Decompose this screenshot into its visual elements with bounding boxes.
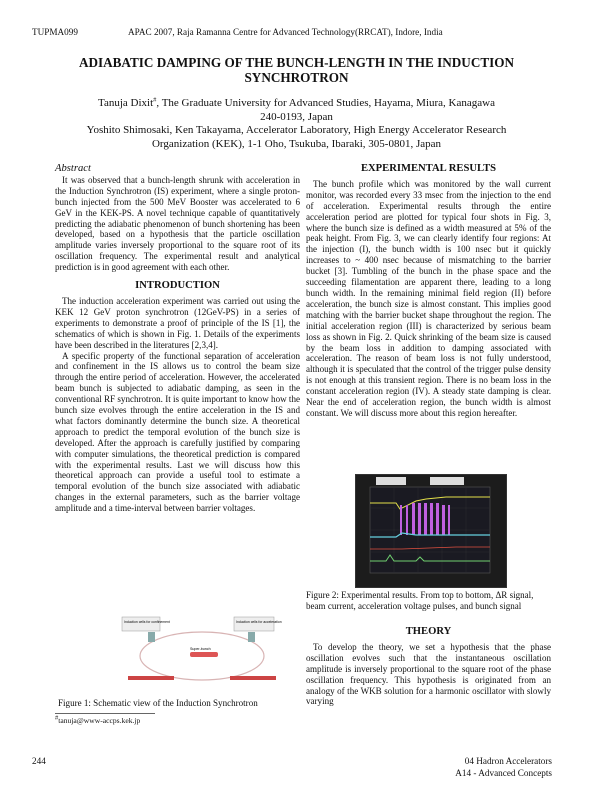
theory-heading: THEORY [405,626,452,637]
figure-2-oscilloscope [355,474,507,588]
intro-paragraph-1: The induction acceleration experiment was carried out using the KEK 12 GeV proton synchrotron (12GeV-PS) in a series of experiments to demonstrate a proof of principle of the IS [1], the schematics of which is shown in Fig. 1. Details of the experiments have been described in the literatures [2,3,4]. [55,295,300,350]
footnote-email: tanuja@www-accps.kek.jp [58,716,141,725]
right-column [306,164,551,419]
author-line-2: 240-0193, Japan [260,110,333,123]
author-name: Tanuja Dixit [98,97,154,109]
experimental-heading: EXPERIMENTAL RESULTS [360,163,497,174]
author-line-4: Organization (KEK), 1-1 Oho, Tsukuba, Ibaraki, 305-0801, Japan [151,137,442,150]
abstract-heading: Abstract [55,163,91,174]
injection-line-right [230,676,276,680]
paper-code: TUPMA099 [32,27,78,37]
confinement-cell [148,632,155,642]
super-bunch-label: Super-bunch [190,647,211,651]
acceleration-label: Induction cells for acceleration [236,620,282,624]
intro-paragraph-2: A specific property of the functional separation of acceleration and confinement in the IS allows us to control the beam size through the entire period of acceleration. However, the accelerated beam bunch is subjected to adiabatic damping, as seen in the conventional RF synchrotron. It is quite important to know how the bunch size evolves through the entire acceleration in the IS and what factors dominantly determine the bunch size. A theoretical approach to predict the temporal evolution of the bunch size is developed. After the approach is carefully justified by comparing with computer simulations, the theoretical prediction is compared with the experimental results. Last we will discuss how this theoretical approach can provide a useful tool to estimate a temporal evolution of the bunch size associated with adiabatic changes in the external parameters, such as the barrier voltage amplitude and a time-interval between barrier voltages. [55,350,300,514]
page-number: 244 [32,756,46,766]
footnote-mark: # [55,714,59,722]
figure-2-caption: Figure 2: Experimental results. From top to bottom, ΔR signal, beam current, acceleration voltage pulses, and bunch signal [306,590,534,611]
confinement-label: Induction cells for confinement [124,620,170,624]
introduction-heading: INTRODUCTION [135,280,220,292]
acceleration-cell [248,632,255,642]
author-line-1 [40,97,553,111]
scope-annotation-left [376,477,406,485]
super-bunch [190,652,218,657]
paper-title [40,55,553,85]
title-line-2: SYNCHROTRON [244,70,349,85]
induction-synchrotron-diagram [110,616,286,690]
left-column [55,164,300,514]
scope-annotation-right [430,477,464,485]
footnote-rule [55,713,155,714]
conference-header: APAC 2007, Raja Ramanna Centre for Advanced Technology(RRCAT), Indore, India [128,27,443,37]
author-block [40,97,553,151]
figure-1-schematic [110,616,286,690]
footnote-marker: # [153,96,157,104]
footnote [55,716,140,725]
theory-paragraph: To develop the theory, we set a hypothesis that the phase oscillation evolves such that the instantaneous oscillation amplitude is inversely proportional to the square root of the phase oscillation frequency. This hypothesis is originated from an analogy of the WKB solution for a harmonic oscillator with slowly varying [306,641,551,707]
abstract-text: It was observed that a bunch-length shrunk with acceleration in the Induction Synchrotron (IS) experiment, where a single proton-bunch injected from the 500 MeV Booster was accelerated to 6 GeV in the KEK-PS. A novel technique capable of quantitatively predicting the adiabatic phenomenon of bunch shortening has been developed, based on a hypothesis that the particle oscillation amplitude varies inversely proportional to the square root of its oscillation frequency. The experimental result and analytical prediction is in good agreement with each other. [55,174,300,273]
theory-section [306,627,551,707]
footer-category-2: A14 - Advanced Concepts [455,768,552,778]
author-line-3: Yoshito Shimosaki, Ken Takayama, Accelerator Laboratory, High Energy Accelerator Research [86,124,507,136]
figure-1-caption: Figure 1: Schematic view of the Induction Synchrotron [58,698,258,708]
injection-line-left [128,676,174,680]
oscilloscope-traces [356,475,506,587]
author-affiliation: , The Graduate University for Advanced Studies, Hayama, Miura, Kanagawa [156,97,495,109]
footer-category-1: 04 Hadron Accelerators [464,756,552,766]
title-line-1: ADIABATIC DAMPING OF THE BUNCH-LENGTH IN THE INDUCTION [78,55,515,70]
acceleration-pulses [400,503,450,535]
experimental-paragraph: The bunch profile which was monitored by the wall current monitor, was recorded every 33 msec from the injection to the end of acceleration. Experimental results through the entire acceleration period are plotted for typical four shots in Fig. 3, where the bunch size is defined as a width measured at 5% of the peak height. From Fig. 3, we can clearly identify four regions: At the injection (I), the bunch width is 100 nsec but it quickly increases to ~ 400 nsec because of mismatching to the barrier bucket [3]. Tumbling of the bunch in the phase space and the succeeding filamentation are apparent there, leading to a long bunch width. In the remaining minimal field region (II) before acceleration, the bunch size is almost constant. This implies good matching with the barrier bucket shape throughout the region. The initial acceleration region (III) is characterized by serious beam loss as shown in Fig. 2. Quick shrinking of the beam size is caused by the beam loss in addition to damping associated with acceleration. The reason of beam loss is not fully understood, although it is speculated that the control of the trigger pulse density is not enough at this transient region. There is no beam loss in the constant acceleration region (IV). A steady state damping is clear. Near the end of acceleration region, the bunch width is almost constant. We will discuss more about this region hereafter. [306,178,551,418]
